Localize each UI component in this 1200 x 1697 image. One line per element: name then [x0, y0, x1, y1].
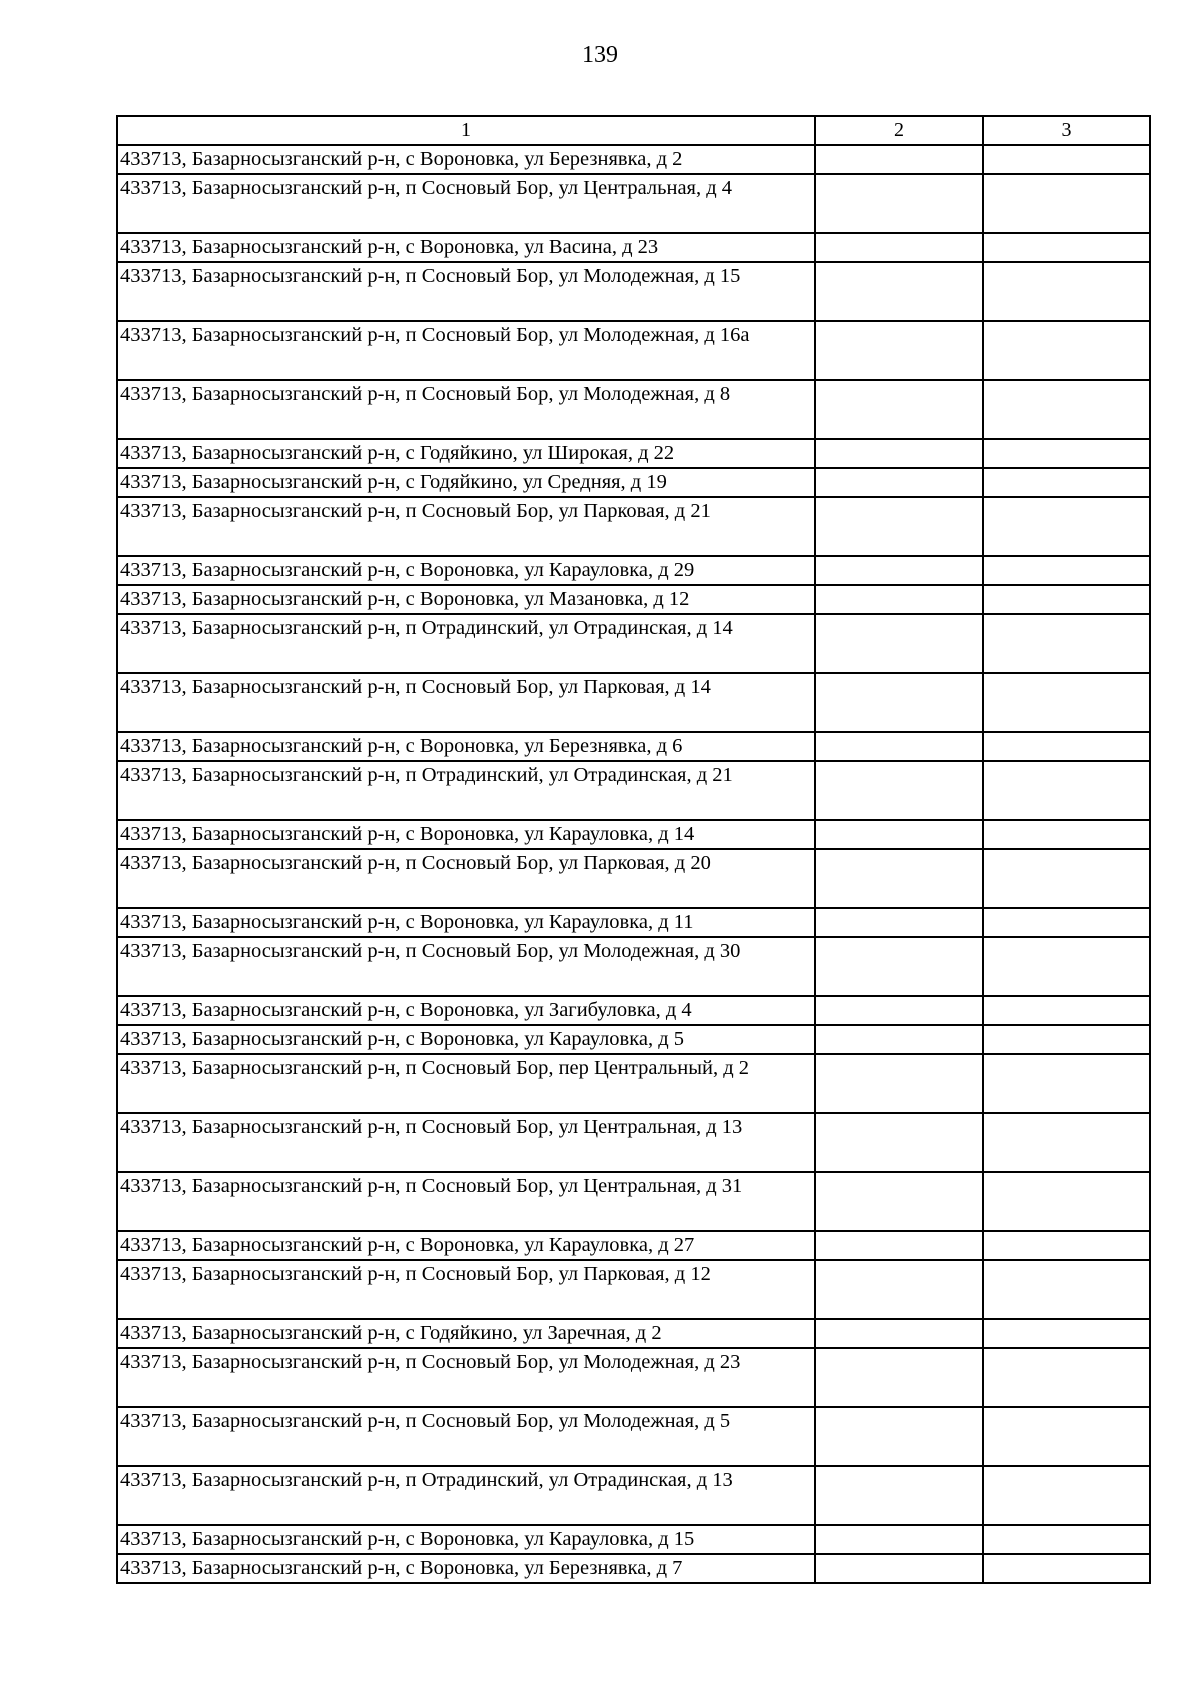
column-2-cell: [815, 468, 983, 497]
table-row: [117, 761, 1150, 820]
column-2-cell: [815, 849, 983, 908]
column-3-cell: [983, 439, 1150, 468]
table-row: [117, 321, 1150, 380]
column-2-cell: [815, 1525, 983, 1554]
table-row: [117, 849, 1150, 908]
column-3-cell: [983, 937, 1150, 996]
column-header-1: 1: [117, 116, 815, 145]
address-cell: 433713, Базарносызганский р-н, п Отрадинский, ул Отрадинская, д 13: [117, 1466, 815, 1525]
column-2-cell: [815, 1113, 983, 1172]
table-row: [117, 233, 1150, 262]
column-2-cell: [815, 1172, 983, 1231]
table-body: [117, 145, 1150, 1583]
column-2-cell: [815, 380, 983, 439]
table-row: [117, 556, 1150, 585]
table-row: [117, 174, 1150, 233]
column-2-cell: [815, 439, 983, 468]
column-3-cell: [983, 1319, 1150, 1348]
address-cell: 433713, Базарносызганский р-н, с Вороновка, ул Мазановка, д 12: [117, 585, 815, 614]
address-cell: 433713, Базарносызганский р-н, п Сосновый Бор, ул Молодежная, д 30: [117, 937, 815, 996]
column-3-cell: [983, 468, 1150, 497]
column-3-cell: [983, 145, 1150, 174]
address-cell: 433713, Базарносызганский р-н, п Сосновый Бор, ул Центральная, д 13: [117, 1113, 815, 1172]
table-row: [117, 439, 1150, 468]
column-3-cell: [983, 1231, 1150, 1260]
column-2-cell: [815, 1554, 983, 1583]
column-2-cell: [815, 996, 983, 1025]
address-cell: 433713, Базарносызганский р-н, с Вороновка, ул Карауловка, д 5: [117, 1025, 815, 1054]
table-row: [117, 1172, 1150, 1231]
column-header-3: 3: [983, 116, 1150, 145]
table-row: [117, 1466, 1150, 1525]
table-row: [117, 1025, 1150, 1054]
table-row: [117, 468, 1150, 497]
column-3-cell: [983, 732, 1150, 761]
column-3-cell: [983, 996, 1150, 1025]
column-3-cell: [983, 585, 1150, 614]
address-cell: 433713, Базарносызганский р-н, с Вороновка, ул Карауловка, д 14: [117, 820, 815, 849]
table-row: [117, 820, 1150, 849]
column-2-cell: [815, 732, 983, 761]
column-2-cell: [815, 1466, 983, 1525]
address-cell: 433713, Базарносызганский р-н, п Сосновый Бор, ул Парковая, д 14: [117, 673, 815, 732]
column-3-cell: [983, 321, 1150, 380]
column-2-cell: [815, 233, 983, 262]
address-table: [116, 115, 1151, 1584]
column-2-cell: [815, 761, 983, 820]
table-row: [117, 1054, 1150, 1113]
column-2-cell: [815, 145, 983, 174]
address-cell: 433713, Базарносызганский р-н, п Сосновый Бор, ул Парковая, д 12: [117, 1260, 815, 1319]
column-header-2: 2: [815, 116, 983, 145]
column-2-cell: [815, 262, 983, 321]
column-2-cell: [815, 614, 983, 673]
column-3-cell: [983, 1407, 1150, 1466]
table-row: [117, 1231, 1150, 1260]
column-3-cell: [983, 761, 1150, 820]
table-row: [117, 1525, 1150, 1554]
column-3-cell: [983, 1554, 1150, 1583]
column-2-cell: [815, 673, 983, 732]
column-3-cell: [983, 262, 1150, 321]
column-3-cell: [983, 614, 1150, 673]
column-3-cell: [983, 1025, 1150, 1054]
address-cell: 433713, Базарносызганский р-н, п Сосновый Бор, ул Молодежная, д 15: [117, 262, 815, 321]
column-3-cell: [983, 849, 1150, 908]
column-3-cell: [983, 380, 1150, 439]
column-2-cell: [815, 1407, 983, 1466]
table-row: [117, 937, 1150, 996]
address-cell: 433713, Базарносызганский р-н, с Вороновка, ул Карауловка, д 27: [117, 1231, 815, 1260]
column-3-cell: [983, 233, 1150, 262]
column-2-cell: [815, 820, 983, 849]
table-row: [117, 614, 1150, 673]
address-cell: 433713, Базарносызганский р-н, с Вороновка, ул Загибуловка, д 4: [117, 996, 815, 1025]
column-3-cell: [983, 1525, 1150, 1554]
column-2-cell: [815, 937, 983, 996]
address-cell: 433713, Базарносызганский р-н, с Вороновка, ул Карауловка, д 29: [117, 556, 815, 585]
column-3-cell: [983, 820, 1150, 849]
address-cell: 433713, Базарносызганский р-н, п Сосновый Бор, ул Парковая, д 20: [117, 849, 815, 908]
table-row: [117, 1319, 1150, 1348]
table-row: [117, 1554, 1150, 1583]
table-row: [117, 1113, 1150, 1172]
address-cell: 433713, Базарносызганский р-н, п Сосновый Бор, ул Центральная, д 4: [117, 174, 815, 233]
address-cell: 433713, Базарносызганский р-н, с Годяйкино, ул Широкая, д 22: [117, 439, 815, 468]
table-row: [117, 497, 1150, 556]
address-cell: 433713, Базарносызганский р-н, с Годяйкино, ул Средняя, д 19: [117, 468, 815, 497]
address-cell: 433713, Базарносызганский р-н, п Отрадинский, ул Отрадинская, д 21: [117, 761, 815, 820]
column-2-cell: [815, 1260, 983, 1319]
column-2-cell: [815, 556, 983, 585]
table-row: [117, 262, 1150, 321]
column-3-cell: [983, 497, 1150, 556]
address-cell: 433713, Базарносызганский р-н, п Сосновый Бор, ул Центральная, д 31: [117, 1172, 815, 1231]
address-cell: 433713, Базарносызганский р-н, п Отрадинский, ул Отрадинская, д 14: [117, 614, 815, 673]
table-row: [117, 1260, 1150, 1319]
column-2-cell: [815, 1231, 983, 1260]
address-cell: 433713, Базарносызганский р-н, п Сосновый Бор, ул Молодежная, д 5: [117, 1407, 815, 1466]
column-2-cell: [815, 585, 983, 614]
column-3-cell: [983, 1348, 1150, 1407]
table-row: [117, 1348, 1150, 1407]
address-cell: 433713, Базарносызганский р-н, п Сосновый Бор, ул Молодежная, д 8: [117, 380, 815, 439]
table-header-row: [117, 116, 1150, 145]
address-cell: 433713, Базарносызганский р-н, с Вороновка, ул Березнявка, д 2: [117, 145, 815, 174]
address-cell: 433713, Базарносызганский р-н, п Сосновый Бор, ул Парковая, д 21: [117, 497, 815, 556]
column-3-cell: [983, 1260, 1150, 1319]
address-cell: 433713, Базарносызганский р-н, с Годяйкино, ул Заречная, д 2: [117, 1319, 815, 1348]
column-3-cell: [983, 1172, 1150, 1231]
table-row: [117, 380, 1150, 439]
column-3-cell: [983, 908, 1150, 937]
table-row: [117, 673, 1150, 732]
address-cell: 433713, Базарносызганский р-н, п Сосновый Бор, ул Молодежная, д 16а: [117, 321, 815, 380]
column-3-cell: [983, 174, 1150, 233]
address-cell: 433713, Базарносызганский р-н, с Вороновка, ул Васина, д 23: [117, 233, 815, 262]
column-2-cell: [815, 1348, 983, 1407]
column-2-cell: [815, 174, 983, 233]
column-3-cell: [983, 1054, 1150, 1113]
address-cell: 433713, Базарносызганский р-н, п Сосновый Бор, пер Центральный, д 2: [117, 1054, 815, 1113]
address-cell: 433713, Базарносызганский р-н, с Вороновка, ул Березнявка, д 6: [117, 732, 815, 761]
address-cell: 433713, Базарносызганский р-н, с Вороновка, ул Карауловка, д 11: [117, 908, 815, 937]
column-2-cell: [815, 321, 983, 380]
column-3-cell: [983, 673, 1150, 732]
table-row: [117, 145, 1150, 174]
address-cell: 433713, Базарносызганский р-н, п Сосновый Бор, ул Молодежная, д 23: [117, 1348, 815, 1407]
column-2-cell: [815, 1319, 983, 1348]
table-row: [117, 732, 1150, 761]
column-2-cell: [815, 1054, 983, 1113]
table-row: [117, 996, 1150, 1025]
column-3-cell: [983, 1466, 1150, 1525]
column-3-cell: [983, 556, 1150, 585]
table-row: [117, 1407, 1150, 1466]
column-2-cell: [815, 497, 983, 556]
column-2-cell: [815, 908, 983, 937]
table-row: [117, 908, 1150, 937]
table-row: [117, 585, 1150, 614]
page-number: 139: [582, 42, 618, 68]
column-3-cell: [983, 1113, 1150, 1172]
column-2-cell: [815, 1025, 983, 1054]
address-cell: 433713, Базарносызганский р-н, с Вороновка, ул Карауловка, д 15: [117, 1525, 815, 1554]
address-cell: 433713, Базарносызганский р-н, с Вороновка, ул Березнявка, д 7: [117, 1554, 815, 1583]
